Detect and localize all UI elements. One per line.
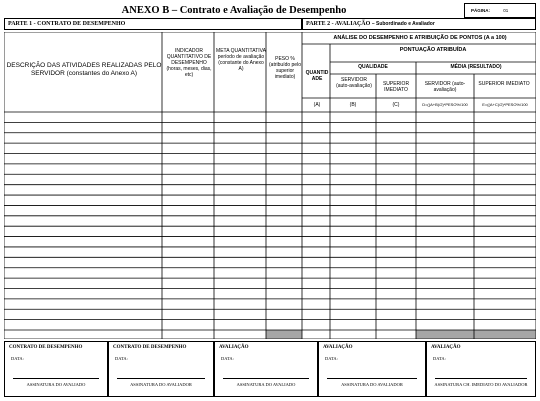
document-title: ANEXO B – Contrato e Avaliação de Desempenho — [121, 5, 347, 16]
signature-line — [435, 378, 527, 379]
marker-c: (C) — [392, 102, 400, 108]
header-score: PONTUAÇÃO ATRIBUÍDA — [399, 47, 467, 53]
page-label: PÁGINA: — [471, 8, 490, 13]
signature-label: AVALIAÇÃO — [219, 345, 249, 350]
part2-subtitle: – Subordinado e Avaliador — [371, 21, 435, 27]
page-number-box — [464, 3, 536, 18]
signature-block[interactable] — [108, 341, 214, 397]
signature-date: DATA: — [115, 356, 128, 361]
header-goal: META QUANTITATIVA período de avaliação (constante do Anexo A) — [216, 48, 266, 72]
header-quality: QUALIDADE — [358, 64, 388, 70]
part2-header — [302, 18, 536, 30]
signature-area — [4, 341, 536, 397]
header-description: DESCRIÇÃO DAS ATIVIDADES REALIZADAS PELO SERVIDOR (constantes do Anexo A) — [6, 62, 162, 77]
header-analysis: ANÁLISE DO DESEMPENHO E ATRIBUIÇÃO DE PONTOS (A a 100) — [333, 35, 507, 41]
header-quantity: QUANTIDADE — [305, 70, 329, 82]
header-indicator: INDICADOR QUANTITATIVO DE DESEMPENHO (horas, meses, dias, etc) — [166, 48, 212, 78]
evaluation-table — [4, 32, 536, 339]
signature-line — [327, 378, 417, 379]
signature-caption: ASSINATURA DO AVALIADO — [26, 382, 86, 387]
signature-label: AVALIAÇÃO — [323, 345, 353, 350]
header-avg-superior: SUPERIOR IMEDIATO — [478, 81, 530, 87]
signature-block[interactable] — [318, 341, 426, 397]
page-number: 01 — [503, 8, 509, 13]
part1-header: PARTE 1 - CONTRATO DE DESEMPENHO — [4, 18, 302, 30]
formula-d: D=((A+B)/2)*PESO%/100 — [422, 102, 468, 107]
signature-block[interactable] — [4, 341, 108, 397]
signature-caption: ASSINATURA DO AVALIADO — [236, 382, 296, 387]
header-avg-server: SERVIDOR (auto-avaliação) — [424, 81, 466, 93]
signature-label: CONTRATO DE DESEMPENHO — [9, 345, 83, 350]
header-average: MÉDIA (RESULTADO) — [450, 64, 502, 70]
signature-block[interactable] — [426, 341, 536, 397]
shaded-total-cell — [266, 330, 302, 339]
signature-date: DATA: — [221, 356, 234, 361]
signature-line — [13, 378, 99, 379]
marker-a: (A) — [313, 102, 321, 108]
signature-caption: ASSINATURA DO AVALIADOR — [130, 382, 192, 387]
signature-block[interactable] — [214, 341, 318, 397]
header-weight: PESO % (atribuído pelo superior imediato) — [269, 56, 301, 80]
signature-date: DATA: — [11, 356, 24, 361]
header-superior: SUPERIOR IMEDIATO — [382, 81, 410, 93]
signature-caption: ASSINATURA DO AVALIADOR — [341, 382, 403, 387]
part2-title: PARTE 2 - AVALIAÇÃO — [306, 21, 371, 27]
signature-line — [223, 378, 309, 379]
signature-label: CONTRATO DE DESEMPENHO — [113, 345, 187, 350]
formula-e: E=((A+C)/2)*PESO%/100 — [482, 102, 528, 107]
signature-date: DATA: — [433, 356, 446, 361]
header-server-self: SERVIDOR (auto-avaliação) — [336, 77, 372, 89]
signature-caption: ASSINATURA CH. IMEDIATO DO AVALIADOR — [434, 382, 528, 387]
signature-date: DATA: — [325, 356, 338, 361]
signature-line — [117, 378, 205, 379]
marker-b: (B) — [349, 102, 357, 108]
signature-label: AVALIAÇÃO — [431, 345, 461, 350]
shaded-total-cell — [416, 330, 536, 339]
